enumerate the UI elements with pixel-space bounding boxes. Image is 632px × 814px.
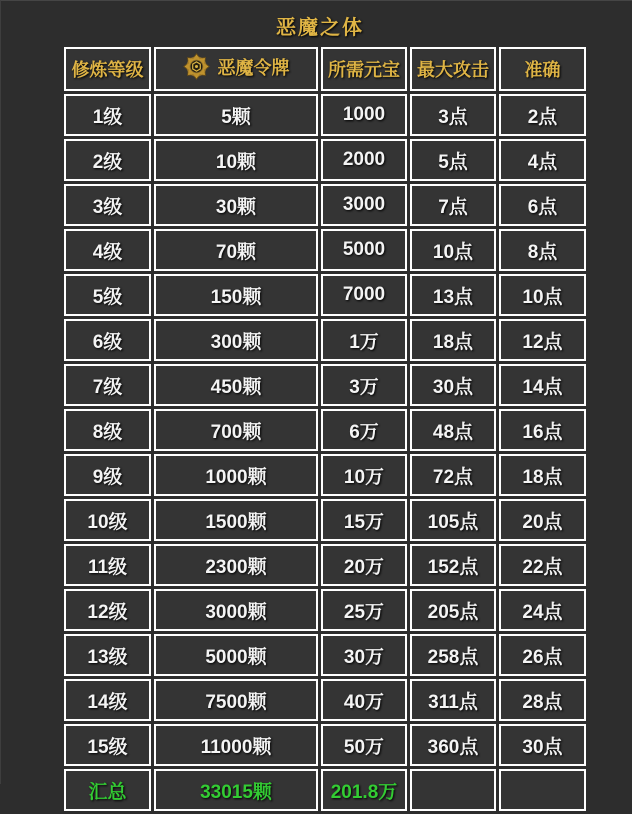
stats-table (61, 44, 589, 814)
table-row-cell-accuracy: 24点 (499, 589, 586, 631)
table-row-cell-yuanbao: 10万 (321, 454, 407, 496)
table-row-cell-tokens: 11000颗 (154, 724, 318, 766)
table-row-cell-accuracy: 8点 (499, 229, 586, 271)
table-row-cell-yuanbao: 25万 (321, 589, 407, 631)
table-row-cell-yuanbao: 7000 (321, 274, 407, 316)
summary-row (64, 769, 586, 811)
summary-row-cell-accuracy (499, 769, 586, 811)
table-row (64, 589, 586, 631)
table-row (64, 544, 586, 586)
table-row-cell-accuracy: 10点 (499, 274, 586, 316)
table-row-cell-tokens: 7500颗 (154, 679, 318, 721)
table-row-cell-yuanbao: 5000 (321, 229, 407, 271)
table-row-cell-level: 6级 (64, 319, 151, 361)
table-row-cell-max-attack: 72点 (410, 454, 496, 496)
table-row-cell-max-attack: 3点 (410, 94, 496, 136)
table-row-cell-max-attack: 360点 (410, 724, 496, 766)
table-row-cell-accuracy: 4点 (499, 139, 586, 181)
table-row (64, 634, 586, 676)
table-row-cell-tokens: 300颗 (154, 319, 318, 361)
table-row-cell-tokens: 5000颗 (154, 634, 318, 676)
table-row-cell-yuanbao: 1000 (321, 94, 407, 136)
table-row-cell-max-attack: 30点 (410, 364, 496, 406)
summary-row-cell-tokens: 33015颗 (154, 769, 318, 811)
header-max-attack-label: 最大攻击 (417, 60, 489, 80)
table-row-cell-tokens: 1000颗 (154, 454, 318, 496)
table-row (64, 184, 586, 226)
table-row-cell-tokens: 10颗 (154, 139, 318, 181)
table-row (64, 499, 586, 541)
table-row-cell-yuanbao: 30万 (321, 634, 407, 676)
summary-row-cell-max-attack (410, 769, 496, 811)
table-row-cell-yuanbao: 3000 (321, 184, 407, 226)
table-row-cell-accuracy: 28点 (499, 679, 586, 721)
table-row-cell-accuracy: 6点 (499, 184, 586, 226)
table-row-cell-max-attack: 5点 (410, 139, 496, 181)
table-body (64, 94, 586, 811)
table-row-cell-level: 12级 (64, 589, 151, 631)
header-accuracy (499, 47, 586, 91)
table-row-cell-yuanbao: 20万 (321, 544, 407, 586)
table-row-cell-level: 5级 (64, 274, 151, 316)
table-row-cell-max-attack: 105点 (410, 499, 496, 541)
header-row (64, 47, 586, 91)
table-row-cell-yuanbao: 1万 (321, 319, 407, 361)
table-row-cell-accuracy: 18点 (499, 454, 586, 496)
table-row-cell-yuanbao: 3万 (321, 364, 407, 406)
table-row-cell-tokens: 2300颗 (154, 544, 318, 586)
table-row (64, 679, 586, 721)
table-row-cell-tokens: 30颗 (154, 184, 318, 226)
table-row-cell-accuracy: 12点 (499, 319, 586, 361)
table-row-cell-yuanbao: 40万 (321, 679, 407, 721)
table-row-cell-level: 3级 (64, 184, 151, 226)
table-row (64, 139, 586, 181)
table-row-cell-level: 14级 (64, 679, 151, 721)
table-row-cell-accuracy: 26点 (499, 634, 586, 676)
summary-row-cell-yuanbao: 201.8万 (321, 769, 407, 811)
table-row-cell-level: 15级 (64, 724, 151, 766)
table-row-cell-max-attack: 10点 (410, 229, 496, 271)
demon-token-icon (183, 53, 210, 80)
table-row-cell-max-attack: 258点 (410, 634, 496, 676)
table-row-cell-max-attack: 311点 (410, 679, 496, 721)
table-row-cell-max-attack: 13点 (410, 274, 496, 316)
table-row (64, 274, 586, 316)
table-row-cell-tokens: 700颗 (154, 409, 318, 451)
table-row-cell-max-attack: 48点 (410, 409, 496, 451)
table-row-cell-tokens: 5颗 (154, 94, 318, 136)
summary-row-cell-level: 汇总 (64, 769, 151, 811)
table-row-cell-max-attack: 205点 (410, 589, 496, 631)
table-row-cell-level: 10级 (64, 499, 151, 541)
table-row-cell-level: 8级 (64, 409, 151, 451)
table-row-cell-level: 2级 (64, 139, 151, 181)
table-row-cell-level: 7级 (64, 364, 151, 406)
table-row-cell-tokens: 3000颗 (154, 589, 318, 631)
table-row-cell-accuracy: 20点 (499, 499, 586, 541)
table-row-cell-accuracy: 30点 (499, 724, 586, 766)
table-row-cell-accuracy: 2点 (499, 94, 586, 136)
table-row-cell-level: 4级 (64, 229, 151, 271)
header-yuanbao (321, 47, 407, 91)
header-max-attack (410, 47, 496, 91)
table-row-cell-max-attack: 7点 (410, 184, 496, 226)
table-row-cell-tokens: 1500颗 (154, 499, 318, 541)
table-row-cell-yuanbao: 50万 (321, 724, 407, 766)
table-row (64, 94, 586, 136)
table-row (64, 454, 586, 496)
table-row-cell-yuanbao: 15万 (321, 499, 407, 541)
table-row (64, 229, 586, 271)
table-row-cell-accuracy: 22点 (499, 544, 586, 586)
header-accuracy-label: 准确 (524, 60, 561, 80)
header-tokens-label: 恶魔令牌 (217, 57, 290, 78)
table-row (64, 724, 586, 766)
table-row-cell-level: 11级 (64, 544, 151, 586)
table-row (64, 364, 586, 406)
table-row-cell-accuracy: 16点 (499, 409, 586, 451)
table-row-cell-max-attack: 152点 (410, 544, 496, 586)
header-level (64, 47, 151, 91)
table-row-cell-accuracy: 14点 (499, 364, 586, 406)
header-yuanbao-label: 所需元宝 (328, 60, 400, 80)
header-tokens (154, 47, 318, 91)
header-level-label: 修炼等级 (71, 60, 144, 80)
table-row-cell-yuanbao: 2000 (321, 139, 407, 181)
table-row (64, 409, 586, 451)
table-row-cell-max-attack: 18点 (410, 319, 496, 361)
table-row-cell-level: 9级 (64, 454, 151, 496)
table-row-cell-yuanbao: 6万 (321, 409, 407, 451)
table-row-cell-tokens: 450颗 (154, 364, 318, 406)
table-row (64, 319, 586, 361)
table-row-cell-level: 13级 (64, 634, 151, 676)
table-row-cell-tokens: 70颗 (154, 229, 318, 271)
page-title: 恶魔之体 (276, 17, 364, 39)
table-row-cell-tokens: 150颗 (154, 274, 318, 316)
table-row-cell-level: 1级 (64, 94, 151, 136)
